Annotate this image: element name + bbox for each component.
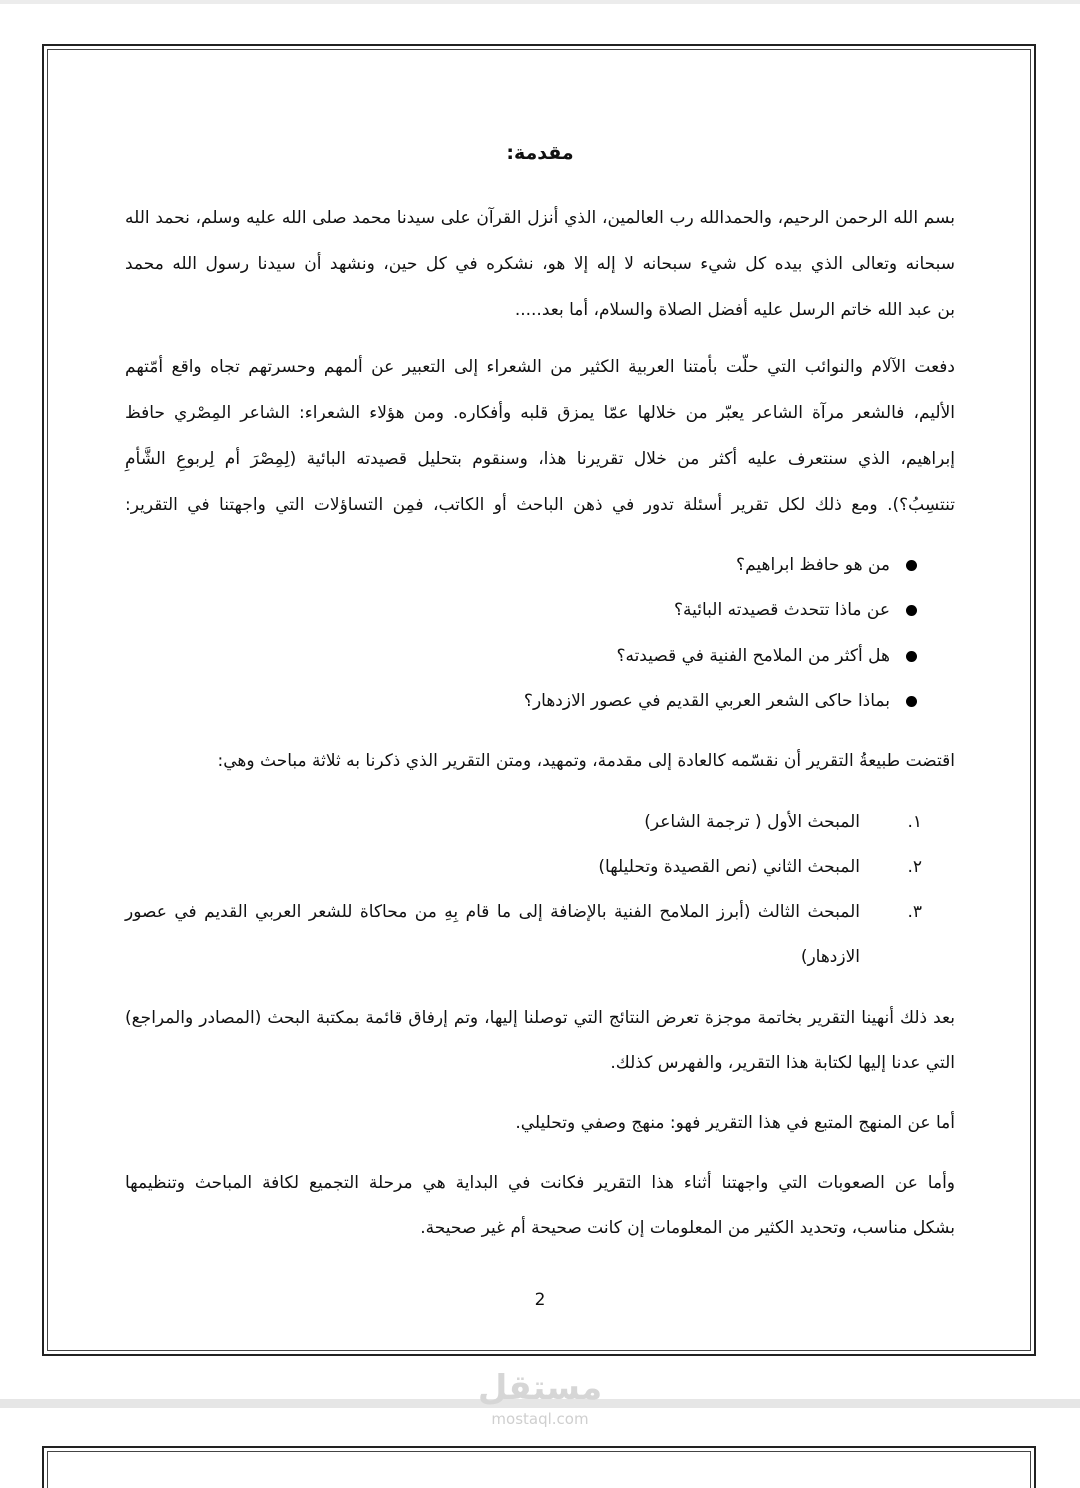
text-line: بعد ذلك أنهينا التقرير بخاتمة موجزة تعرض النتائج التي توصلنا إليها، وتم إرفاق قائمة بمكتبة البحث (المصادر والمراجع): [125, 1008, 955, 1028]
bullet-icon: [906, 605, 917, 616]
list-item: بماذا حاكى الشعر العربي القديم في عصور الازدهار؟: [523, 691, 890, 711]
text-line: تنتسِبُ؟). ومع ذلك لكل تقرير أسئلة تدور في ذهن الباحث أو الكاتب، فمِن التساؤلات التي واجهتنا في التقرير:: [125, 495, 955, 515]
text-line: إبراهيم، الذي سنتعرف عليه أكثر من خلال تقريرنا هذا، وسنقوم بتحليل قصيدته البائية (لِمِصْرَ أم لِربوعِ الشَّأمِ: [125, 449, 955, 469]
watermark-url: mostaql.com: [491, 1410, 589, 1428]
text-line: بشكل مناسب، وتحديد الكثير من المعلومات إن كانت صحيحة أم غير صحيحة.: [420, 1218, 955, 1238]
list-number: ٣.: [907, 902, 922, 922]
text-line: بسم الله الرحمن الرحيم، والحمدالله رب العالمين، الذي أنزل القرآن على سيدنا محمد صلى الله عليه وسلم، نحمد الله: [125, 208, 955, 228]
list-item: هل أكثر من الملامح الفنية في قصيدته؟: [616, 646, 890, 666]
bullet-icon: [906, 560, 917, 571]
method-paragraph: أما عن المنهج المتبع في هذا التقرير فهو: منهج وصفي وتحليلي.: [515, 1113, 955, 1133]
list-item: من هو حافظ ابراهيم؟: [736, 555, 890, 575]
bullet-icon: [906, 651, 917, 662]
structure-paragraph: اقتضت طبيعةُ التقرير أن نقسّمه كالعادة إلى مقدمة، وتمهيد، ومتن التقرير الذي ذكرنا به ثلاثة مباحث وهي:: [217, 751, 955, 771]
watermark-logo: مستقل: [477, 1368, 603, 1408]
bullet-icon: [906, 696, 917, 707]
text-line: سبحانه وتعالى الذي بيده كل شيء سبحانه لا إله إلا هو، نشكره في كل حين، ونشهد أن سيدنا رسول الله محمد: [125, 254, 955, 274]
page-title: مقدمة:: [506, 142, 574, 164]
list-item-continuation: الازدهار): [800, 947, 860, 967]
text-line: الأليم، فالشعر مرآة الشاعر يعبّر من خلالها عمّا يمزق قلبه وأفكاره. ومن هؤلاء الشعراء: الشاعر المِصْري حافظ: [125, 403, 955, 423]
text-line: بن عبد الله خاتم الرسل عليه أفضل الصلاة والسلام، أما بعد.....: [514, 300, 955, 320]
list-item: المبحث الأول ( ترجمة الشاعر): [644, 812, 860, 832]
text-line: وأما عن الصعوبات التي واجهتنا أثناء هذا التقرير فكانت في البداية هي مرحلة التجميع لكافة المباحث وتنظيمها: [125, 1173, 955, 1193]
next-page-border: [42, 1446, 1036, 1488]
list-item: المبحث الثالث (أبرز الملامح الفنية بالإضافة إلى ما قام بِهِ من محاكاة للشعر العربي القديم في عصور: [125, 902, 860, 922]
page-number: 2: [534, 1290, 546, 1310]
list-item: عن ماذا تتحدث قصيدته البائية؟: [673, 600, 890, 620]
text-line: دفعت الآلام والنوائب التي حلّت بأمتنا العربية الكثير من الشعراء إلى التعبير عن ألمهم وحسرتهم تجاه واقع أمّتهم: [125, 357, 955, 377]
text-line: التي عدنا إليها لكتابة هذا التقرير، والفهرس كذلك.: [610, 1053, 955, 1073]
list-item: المبحث الثاني (نص القصيدة وتحليلها): [598, 857, 860, 877]
list-number: ١.: [907, 812, 922, 832]
viewer-top-band: [0, 0, 1080, 4]
list-number: ٢.: [907, 857, 922, 877]
